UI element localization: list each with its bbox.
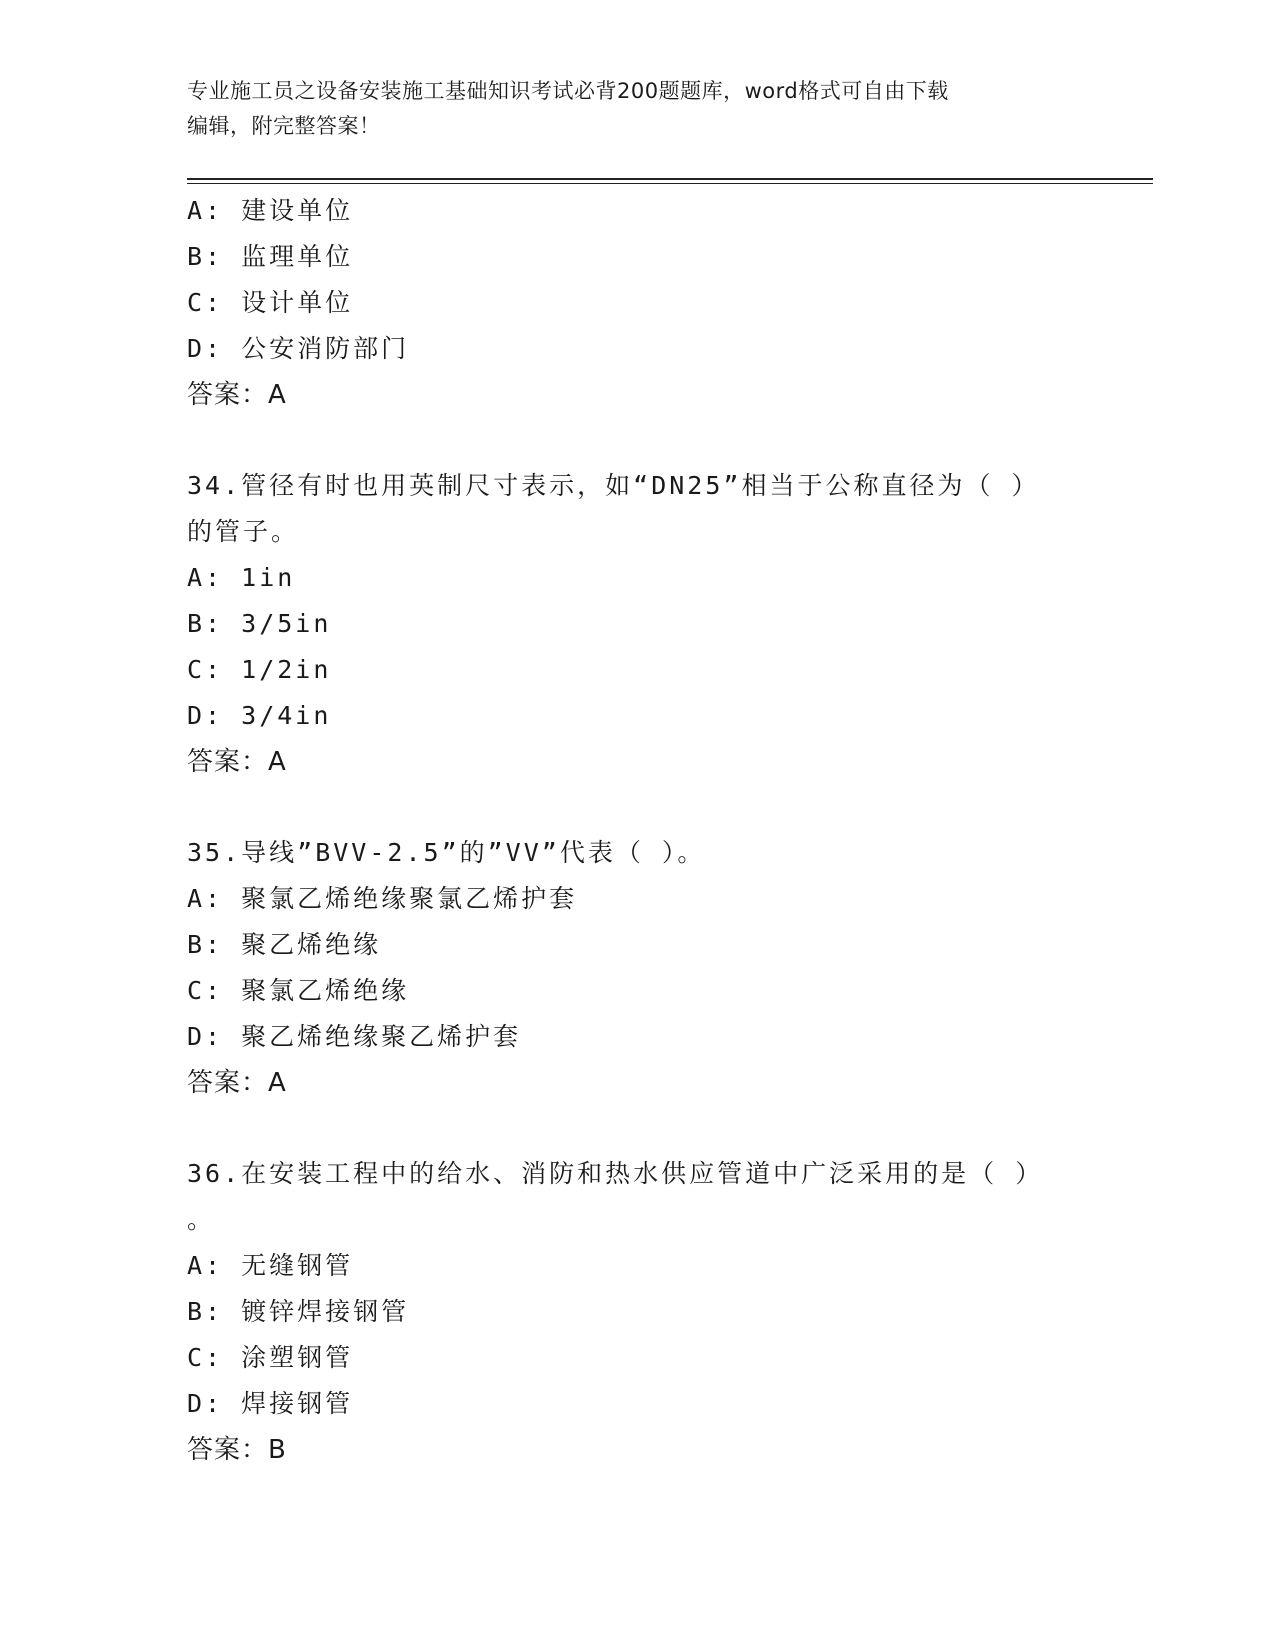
spacer <box>187 785 1087 830</box>
question-list <box>187 188 1087 1473</box>
question-34 <box>187 463 1087 785</box>
option-a: A: 无缝钢管 <box>187 1251 354 1280</box>
header-line-2: 编辑，附完整答案！ <box>187 114 381 138</box>
answer: 答案：A <box>187 1068 287 1098</box>
option-b: B: 监理单位 <box>187 242 354 271</box>
spacer <box>187 418 1087 463</box>
answer: 答案：A <box>187 747 287 777</box>
option-a: A: 建设单位 <box>187 196 354 225</box>
option-d: D: 公安消防部门 <box>187 334 410 363</box>
question-text: 36.在安装工程中的给水、消防和热水供应管道中广泛采用的是（ ） <box>187 1159 1044 1188</box>
question-text-continued: 。 <box>187 1205 216 1234</box>
option-a: A: 1in <box>187 563 296 592</box>
header-divider-thick <box>187 178 1153 180</box>
option-d: D: 3/4in <box>187 701 332 730</box>
answer: 答案：A <box>187 380 287 410</box>
option-d: D: 焊接钢管 <box>187 1389 354 1418</box>
option-b: B: 聚乙烯绝缘 <box>187 930 382 959</box>
question-33 <box>187 188 1087 418</box>
document-header <box>187 74 1087 144</box>
option-b: B: 3/5in <box>187 609 332 638</box>
option-c: C: 聚氯乙烯绝缘 <box>187 976 410 1005</box>
question-35 <box>187 830 1087 1106</box>
question-text: 35.导线”BVV-2.5”的”VV”代表（ ）。 <box>187 838 706 867</box>
question-text-continued: 的管子。 <box>187 517 300 546</box>
header-line-1: 专业施工员之设备安装施工基础知识考试必背200题题库，word格式可自由下载 <box>187 79 949 103</box>
answer: 答案：B <box>187 1435 287 1465</box>
option-c: C: 1/2in <box>187 655 332 684</box>
header-divider-thin <box>187 183 1153 184</box>
spacer <box>187 1106 1087 1151</box>
option-c: C: 设计单位 <box>187 288 354 317</box>
question-36 <box>187 1151 1087 1473</box>
question-text: 34.管径有时也用英制尺寸表示，如“DN25”相当于公称直径为（ ） <box>187 471 1040 500</box>
option-a: A: 聚氯乙烯绝缘聚氯乙烯护套 <box>187 884 578 913</box>
option-d: D: 聚乙烯绝缘聚乙烯护套 <box>187 1022 522 1051</box>
option-c: C: 涂塑钢管 <box>187 1343 354 1372</box>
option-b: B: 镀锌焊接钢管 <box>187 1297 410 1326</box>
